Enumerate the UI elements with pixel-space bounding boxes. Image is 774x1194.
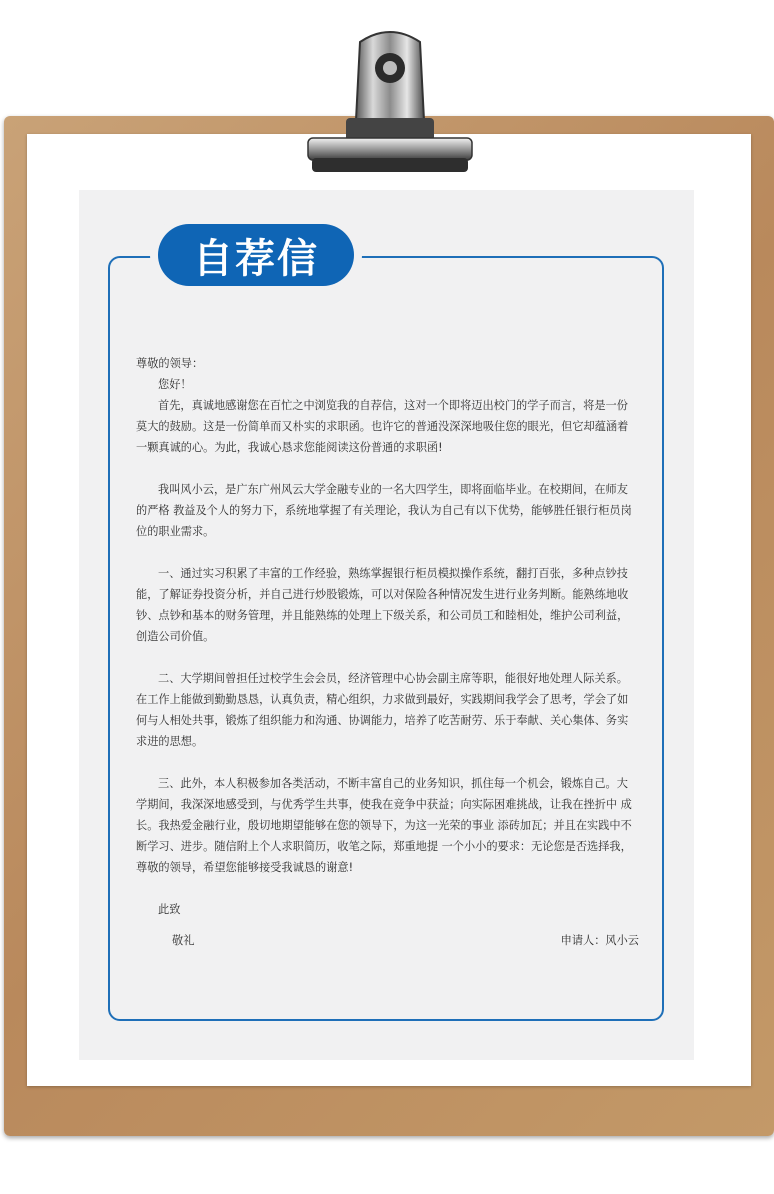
closing: 此致 [158, 903, 181, 916]
regards: 敬礼 [172, 934, 195, 947]
binder-clip-icon [306, 20, 474, 180]
salutation: 尊敬的领导： [136, 357, 204, 370]
greeting: 您好！ [158, 378, 192, 391]
letter-body [136, 353, 639, 951]
paragraph-intro: 首先，真诚地感谢您在百忙之中浏览我的自荐信，这对一个即将迈出校门的学子而言，将是一份莫大的鼓励。这是一份简单而又朴实的求职函。也许它的普通没深深地吸住您的眼光，但它却蕴涵着一颗真诚的心。为此，我诚心恳求您能阅读这份普通的求职函! [136, 399, 629, 454]
signature: 申请人：风小云 [560, 934, 639, 947]
title-badge [158, 224, 354, 286]
paragraph-strength-one: 一、通过实习积累了丰富的工作经验，熟练掌握银行柜员模拟操作系统，翻打百张，多种点钞技能，了解证券投资分析，并自己进行炒股锻炼，可以对保险各种情况发生进行业务判断。能熟练地收钞、点钞和基本的财务管理，并且能熟练的处理上下级关系，和公司员工和睦相处，维护公司利益，创造公司价值。 [136, 567, 629, 643]
paragraph-strength-three: 三、此外，本人积极参加各类活动，不断丰富自己的业务知识，抓住每一个机会，锻炼自己。大学期间，我深深地感受到，与优秀学生共事，使我在竞争中获益；向实际困难挑战，让我在挫折中 成长。我热爱金融行业，殷切地期望能够在您的领导下，为这一光荣的事业 添砖加瓦；并且在实践中不断学习、进步。随信附上个人求职简历，收笔之际，郑重地提 一个小小的要求：无论您是否选择我，尊敬的领导，希望您能够接受我诚恳的谢意! [136, 777, 632, 874]
page-title: 自荐信 [193, 235, 319, 282]
paragraph-self-introduction: 我叫风小云，是广东广州风云大学金融专业的一名大四学生，即将面临毕业。在校期间，在师友的严格 教益及个人的努力下，系统地掌握了有关理论，我认为自己有以下优势，能够胜任银行柜员岗位的职业需求。 [136, 483, 632, 538]
paragraph-strength-two: 二、大学期间曾担任过校学生会会员，经济管理中心协会副主席等职，能很好地处理人际关系。在工作上能做到勤勤恳恳，认真负责，精心组织，力求做到最好，实践期间我学会了思考，学会了如何与人相处共事，锻炼了组织能力和沟通、协调能力，培养了吃苦耐劳、乐于奉献、关心集体、务实求进的思想。 [136, 672, 629, 748]
